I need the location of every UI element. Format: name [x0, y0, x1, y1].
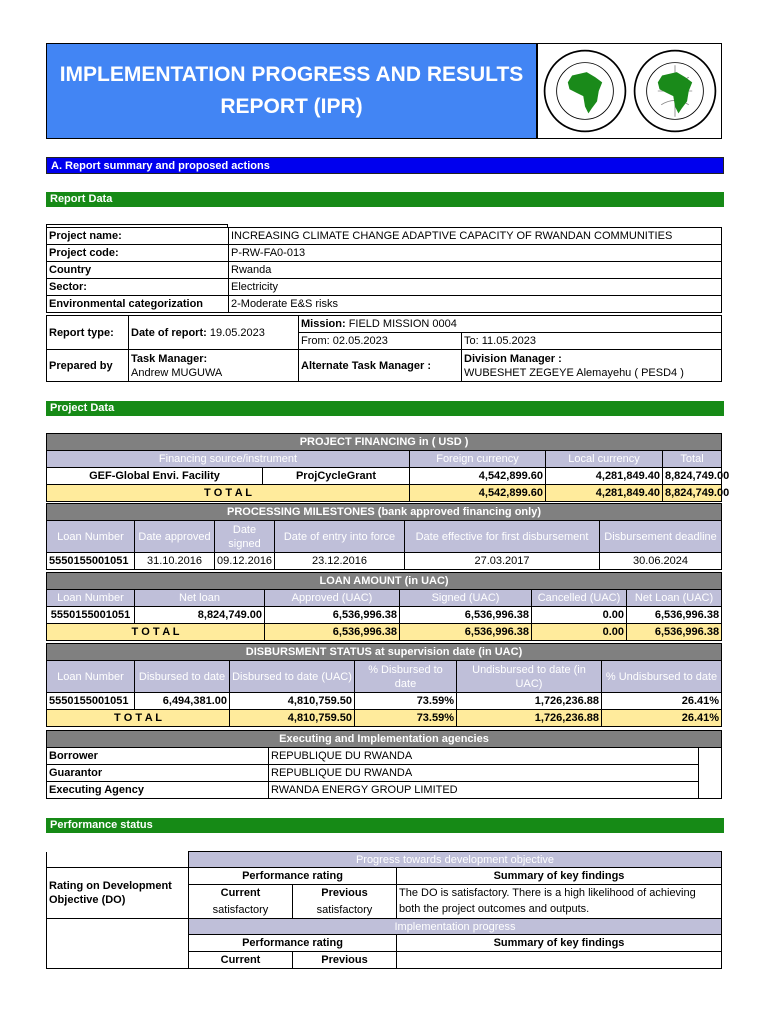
logo-panel [537, 43, 722, 139]
total-cancelled: 0.00 [532, 624, 627, 641]
total-amount: 8,824,749.00 [663, 468, 722, 485]
approved-uac: 6,536,996.38 [265, 607, 400, 624]
cancelled-uac: 0.00 [532, 607, 627, 624]
field-label: Project name: [47, 228, 229, 245]
col-header: Date approved [135, 521, 215, 553]
disbursement-title: DISBURSMENT STATUS at supervision date (in UAC) [47, 644, 722, 661]
financing-title: PROJECT FINANCING in ( USD ) [47, 434, 722, 451]
table-row [47, 468, 722, 485]
col-header: % Undisbursed to date [602, 661, 722, 693]
impl-label-cell [47, 919, 189, 969]
table-row [47, 350, 722, 382]
prepared-by-label: Prepared by [47, 350, 129, 382]
table-row [47, 262, 722, 279]
impl-finding [397, 952, 722, 969]
previous-rating: satisfactory [293, 902, 397, 919]
field-label: Project code: [47, 245, 229, 262]
table-row [47, 296, 722, 313]
disbursed-to-date: 6,494,381.00 [135, 693, 230, 710]
performance-table [46, 851, 722, 969]
total-foreign: 4,542,899.60 [410, 485, 546, 502]
total-total: 8,824,749.00 [663, 485, 722, 502]
total-approved: 6,536,996.38 [265, 624, 400, 641]
mission-to: To: 11.05.2023 [462, 333, 722, 350]
performance-rating-header: Performance rating [189, 868, 397, 885]
disbursed-uac: 4,810,759.50 [230, 693, 355, 710]
pct-disbursed: 73.59% [355, 693, 457, 710]
date-entry-force: 23.12.2016 [275, 553, 405, 570]
total-signed: 6,536,996.38 [400, 624, 532, 641]
col-header: Cancelled (UAC) [532, 590, 627, 607]
agencies-title: Executing and Implementation agencies [47, 731, 722, 748]
total-label: T O T A L [47, 485, 410, 502]
date-first-disbursement: 27.03.2017 [405, 553, 600, 570]
afdb-bank-logo [542, 48, 628, 134]
table-row [47, 316, 722, 333]
field-value: INCREASING CLIMATE CHANGE ADAPTIVE CAPACITY OF RWANDAN COMMUNITIES [229, 228, 722, 245]
col-header: Foreign currency [410, 451, 546, 468]
foreign-currency: 4,542,899.60 [410, 468, 546, 485]
total-label: T O T A L [47, 624, 265, 641]
field-label: Environmental categorization [47, 296, 229, 313]
disbursement-table [46, 643, 722, 727]
table-row [47, 553, 722, 570]
col-header: Disbursed to date [135, 661, 230, 693]
field-label: Sector: [47, 279, 229, 296]
col-header: Undisbursed to date (in UAC) [457, 661, 602, 693]
mission-from: From: 02.05.2023 [299, 333, 462, 350]
table-row [47, 279, 722, 296]
field-value: Electricity [229, 279, 722, 296]
afdf-fund-logo [632, 48, 718, 134]
loan-title: LOAN AMOUNT (in UAC) [47, 573, 722, 590]
col-header: Loan Number [47, 661, 135, 693]
impl-current-header: Current [189, 952, 293, 969]
col-header: Net Loan (UAC) [627, 590, 722, 607]
col-header: Approved (UAC) [265, 590, 400, 607]
loan-amount-table [46, 572, 722, 641]
table-row [47, 765, 722, 782]
loan-number: 5550155001051 [47, 693, 135, 710]
undisbursed-uac: 1,726,236.88 [457, 693, 602, 710]
agency-value: RWANDA ENERGY GROUP LIMITED [269, 782, 699, 799]
table-row [47, 748, 722, 765]
local-currency: 4,281,849.40 [546, 468, 663, 485]
signed-uac: 6,536,996.38 [400, 607, 532, 624]
report-data-table [46, 227, 722, 313]
mission: Mission: FIELD MISSION 0004 [299, 316, 722, 333]
total-net-loan: 6,536,996.38 [627, 624, 722, 641]
financing-instrument: ProjCycleGrant [263, 468, 410, 485]
report-title-line1: IMPLEMENTATION PROGRESS AND RESULTS [59, 63, 524, 86]
net-loan-uac: 6,536,996.38 [627, 607, 722, 624]
table-row [47, 607, 722, 624]
total-row [47, 485, 722, 502]
date-approved: 31.10.2016 [135, 553, 215, 570]
col-header: Local currency [546, 451, 663, 468]
col-header: Signed (UAC) [400, 590, 532, 607]
milestones-title: PROCESSING MILESTONES (bank approved financing only) [47, 504, 722, 521]
pct-undisbursed: 26.41% [602, 693, 722, 710]
col-header: % Disbursed to date [355, 661, 457, 693]
project-data-heading: Project Data [46, 401, 724, 416]
field-value: 2-Moderate E&S risks [229, 296, 722, 313]
total-local: 4,281,849.40 [546, 485, 663, 502]
financing-source: GEF-Global Envi. Facility [47, 468, 263, 485]
report-meta-table [46, 315, 722, 382]
division-manager: Division Manager : WUBESHET ZEGEYE Alemayehu ( PESD4 ) [462, 350, 722, 382]
date-signed: 09.12.2016 [215, 553, 275, 570]
col-header: Loan Number [47, 521, 135, 553]
net-loan: 8,824,749.00 [135, 607, 265, 624]
agencies-table [46, 730, 722, 799]
field-value: Rwanda [229, 262, 722, 279]
agency-value: REPUBLIQUE DU RWANDA [269, 748, 699, 765]
report-type-label: Report type: [47, 316, 129, 350]
previous-header: Previous [293, 885, 397, 902]
impl-previous-header: Previous [293, 952, 397, 969]
agency-label: Guarantor [47, 765, 269, 782]
agency-label: Executing Agency [47, 782, 269, 799]
col-header: Date signed [215, 521, 275, 553]
col-header: Financing source/instrument [47, 451, 410, 468]
impl-progress-title: Implementation progress [189, 919, 722, 935]
summary-findings-header: Summary of key findings [397, 868, 722, 885]
current-rating: satisfactory [189, 902, 293, 919]
field-label: Country [47, 262, 229, 279]
total-row [47, 624, 722, 641]
table-row [47, 228, 722, 245]
impl-summary-header: Summary of key findings [397, 935, 722, 952]
col-header: Loan Number [47, 590, 135, 607]
impl-performance-rating-header: Performance rating [189, 935, 397, 952]
col-header: Date of entry into force [275, 521, 405, 553]
total-label: T O T A L [47, 710, 230, 727]
dev-objective-title: Progress towards development objective [189, 852, 722, 868]
agency-side-cell [699, 748, 722, 799]
col-header: Disbursement deadline [600, 521, 722, 553]
total-pct-disbursed: 73.59% [355, 710, 457, 727]
milestones-table [46, 503, 722, 570]
table-row [47, 693, 722, 710]
do-finding: The DO is satisfactory. There is a high likelihood of achieving both the project outcomes and outputs. [397, 885, 722, 919]
project-financing-table [46, 433, 730, 502]
total-pct-undisbursed: 26.41% [602, 710, 722, 727]
table-row [47, 245, 722, 262]
current-header: Current [189, 885, 293, 902]
loan-number: 5550155001051 [47, 553, 135, 570]
section-a-bar: A. Report summary and proposed actions [46, 157, 724, 174]
rating-label: Rating on Development Objective (DO) [47, 868, 189, 919]
field-value: P-RW-FA0-013 [229, 245, 722, 262]
report-title [46, 43, 537, 139]
total-row [47, 710, 722, 727]
col-header: Total [663, 451, 722, 468]
report-data-heading: Report Data [46, 192, 724, 207]
total-undisbursed: 1,726,236.88 [457, 710, 602, 727]
alt-task-manager-label: Alternate Task Manager : [299, 350, 462, 382]
col-header: Disbursed to date (UAC) [230, 661, 355, 693]
col-header: Net loan [135, 590, 265, 607]
total-disbursed-uac: 4,810,759.50 [230, 710, 355, 727]
performance-heading: Performance status [46, 818, 724, 833]
disbursement-deadline: 30.06.2024 [600, 553, 722, 570]
table-row [47, 782, 722, 799]
report-title-line2: REPORT (IPR) [220, 95, 363, 118]
agency-label: Borrower [47, 748, 269, 765]
agency-value: REPUBLIQUE DU RWANDA [269, 765, 699, 782]
col-header: Date effective for first disbursement [405, 521, 600, 553]
date-of-report: Date of report: 19.05.2023 [129, 316, 299, 350]
task-manager: Task Manager: Andrew MUGUWA [129, 350, 299, 382]
spacer-cell [47, 852, 189, 868]
loan-number: 5550155001051 [47, 607, 135, 624]
